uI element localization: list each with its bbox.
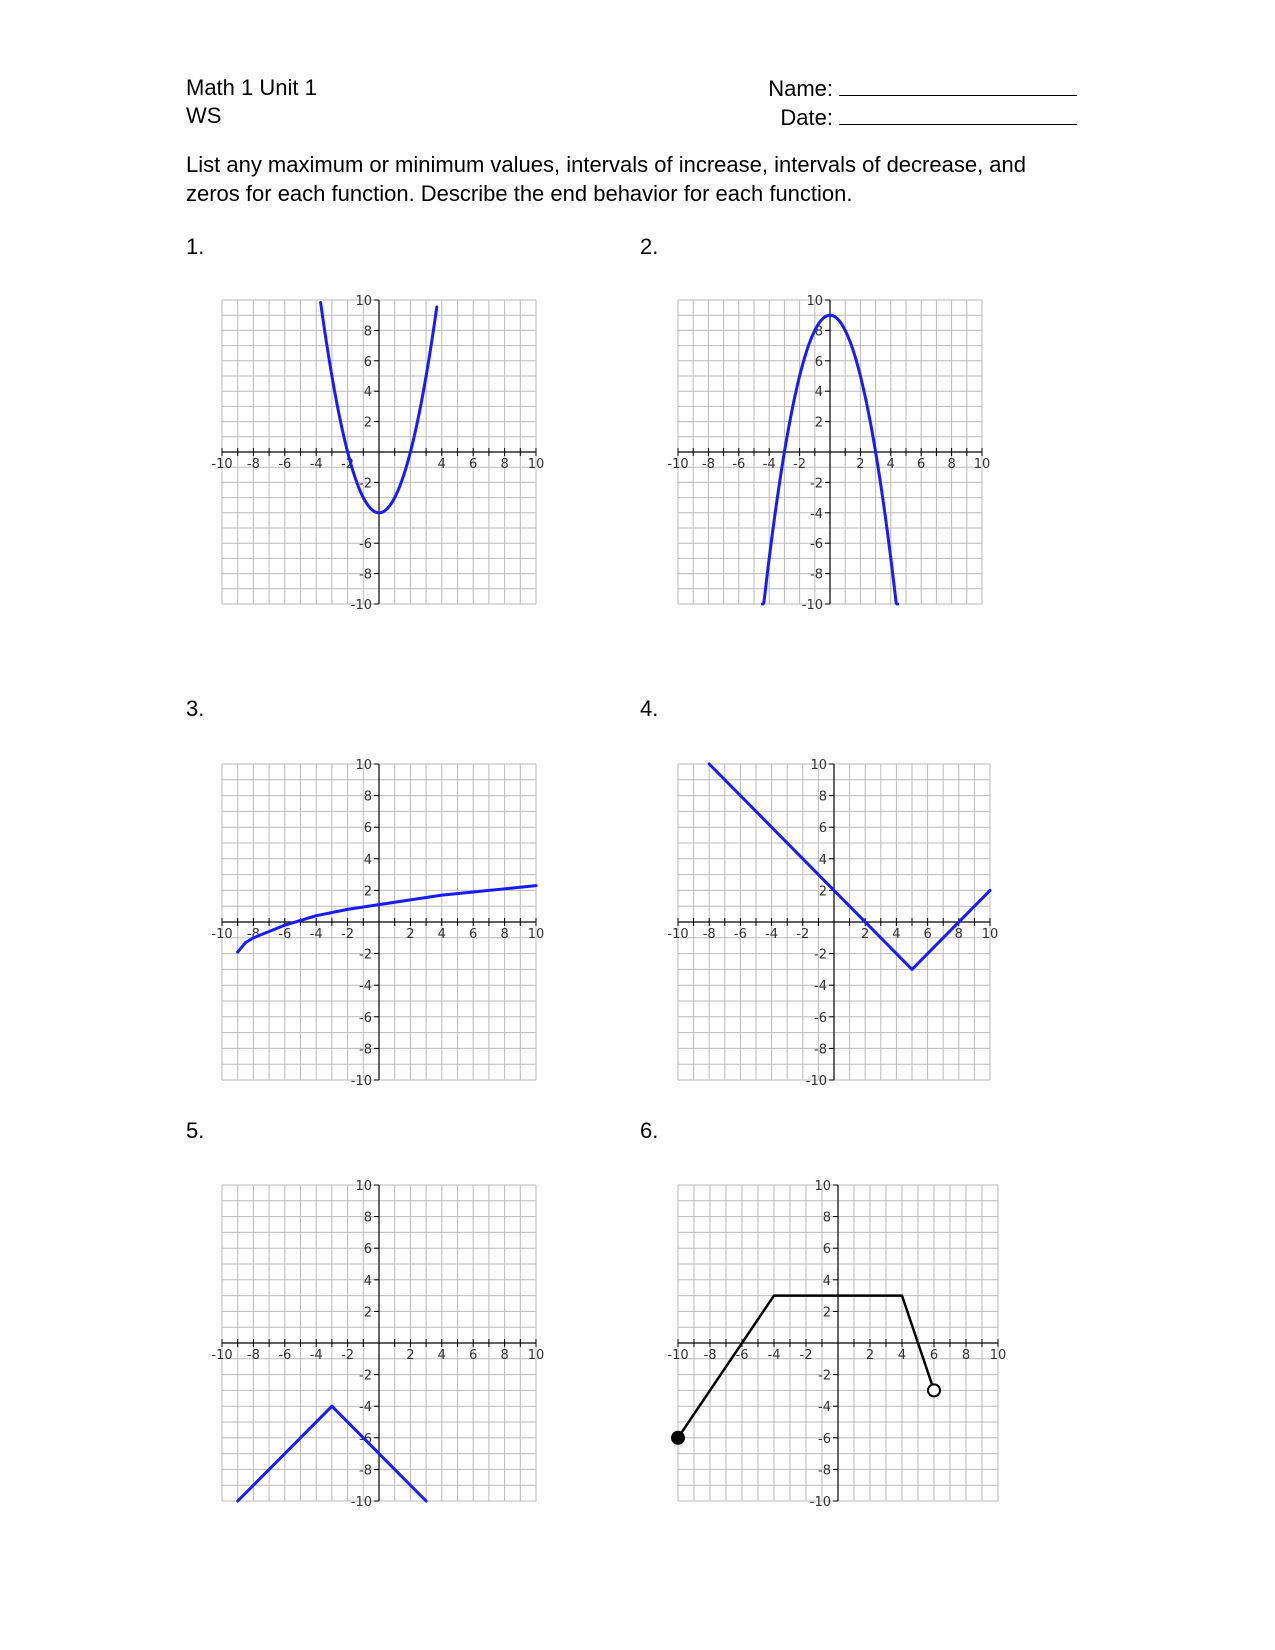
- x-tick-label: -8: [702, 927, 716, 942]
- graph-3: [211, 758, 545, 1089]
- y-tick-label: -6: [818, 1431, 831, 1447]
- y-tick-label: 6: [363, 821, 372, 837]
- y-tick-label: 6: [822, 1242, 831, 1258]
- graph-1: [211, 294, 545, 613]
- x-tick-label: 6: [917, 457, 926, 472]
- x-tick-label: -2: [799, 1348, 813, 1363]
- course-title: Math 1 Unit 1: [186, 75, 317, 100]
- x-tick-label: 4: [437, 457, 446, 472]
- x-tick-label: -6: [278, 927, 292, 942]
- y-tick-label: 6: [814, 354, 823, 370]
- x-tick-label: -2: [341, 927, 355, 942]
- x-tick-label: -6: [278, 457, 292, 472]
- y-tick-label: 6: [363, 1242, 372, 1258]
- y-tick-label: 8: [363, 789, 372, 805]
- y-tick-label: 2: [822, 1305, 831, 1321]
- problem-number-4: 4.: [640, 696, 659, 721]
- x-tick-label: 6: [923, 927, 932, 942]
- date-blank[interactable]: [839, 104, 1077, 125]
- x-tick-label: 2: [406, 927, 415, 942]
- graph-6: [667, 1179, 1007, 1510]
- name-date-block: [600, 74, 1077, 132]
- x-tick-label: -4: [767, 1348, 781, 1363]
- x-tick-label: 6: [929, 1348, 939, 1363]
- x-tick-label: -6: [732, 457, 746, 472]
- x-tick-label: -8: [703, 1348, 717, 1363]
- y-tick-label: 2: [363, 884, 372, 900]
- x-tick-label: 8: [500, 457, 509, 472]
- x-tick-label: 10: [527, 1348, 545, 1363]
- y-tick-label: -6: [359, 1431, 372, 1447]
- x-tick-label: -10: [211, 457, 233, 472]
- x-tick-label: 8: [500, 1348, 509, 1363]
- y-tick-label: 4: [822, 1273, 831, 1289]
- y-tick-label: -8: [814, 1042, 827, 1058]
- x-tick-label: -8: [701, 457, 715, 472]
- problem-number-3: 3.: [186, 696, 205, 721]
- y-tick-label: -2: [359, 947, 372, 963]
- x-tick-label: 4: [886, 457, 895, 472]
- y-tick-label: 8: [363, 324, 372, 340]
- y-tick-label: 4: [363, 1273, 372, 1289]
- x-tick-label: 6: [469, 1348, 478, 1363]
- y-tick-label: 8: [814, 324, 823, 340]
- y-tick-label: -8: [359, 1042, 372, 1058]
- problem-number-1: 1.: [186, 234, 205, 259]
- x-tick-label: 10: [981, 927, 999, 942]
- x-tick-label: -10: [667, 1348, 689, 1363]
- y-tick-label: 10: [355, 1179, 372, 1194]
- y-tick-label: 2: [818, 884, 827, 900]
- y-tick-label: -8: [818, 1463, 831, 1479]
- y-tick-label: -4: [818, 1400, 831, 1416]
- x-tick-label: 2: [865, 1348, 875, 1363]
- x-tick-label: 4: [892, 927, 901, 942]
- y-tick-label: -4: [359, 979, 372, 995]
- x-tick-label: 4: [437, 1348, 446, 1363]
- y-tick-label: -10: [801, 598, 823, 613]
- y-tick-label: 10: [355, 294, 372, 309]
- y-tick-label: -8: [359, 1463, 372, 1479]
- y-tick-label: -2: [359, 1368, 372, 1384]
- x-tick-label: 6: [469, 927, 478, 942]
- graph-2: [667, 294, 991, 613]
- y-tick-label: -6: [810, 537, 823, 553]
- y-tick-label: -8: [810, 567, 823, 583]
- x-tick-label: 8: [961, 1348, 971, 1363]
- x-tick-label: -4: [762, 457, 776, 472]
- problem-number-6: 6.: [640, 1118, 659, 1143]
- x-tick-label: -2: [796, 927, 810, 942]
- x-tick-label: 6: [469, 457, 478, 472]
- y-tick-label: -2: [810, 476, 823, 492]
- y-tick-label: -2: [814, 947, 827, 963]
- x-tick-label: -2: [341, 457, 355, 472]
- name-line: [600, 74, 1077, 103]
- y-tick-label: 2: [814, 415, 823, 431]
- date-label: Date:: [780, 105, 833, 130]
- y-tick-label: 10: [806, 294, 823, 309]
- x-tick-label: -2: [793, 457, 807, 472]
- y-tick-label: 8: [363, 1210, 372, 1226]
- y-tick-label: 4: [363, 852, 372, 868]
- y-tick-label: -10: [805, 1074, 827, 1089]
- x-tick-label: -6: [278, 1348, 292, 1363]
- x-tick-label: 10: [989, 1348, 1007, 1363]
- y-tick-label: 4: [363, 385, 372, 401]
- y-tick-label: -10: [350, 1495, 372, 1510]
- y-tick-label: 2: [363, 1305, 372, 1321]
- worksheet-label: WS: [186, 103, 222, 128]
- y-tick-label: -4: [814, 979, 827, 995]
- y-tick-label: 6: [363, 354, 372, 370]
- problem-number-2: 2.: [640, 234, 659, 259]
- y-tick-label: -10: [809, 1495, 831, 1510]
- y-tick-label: -2: [359, 476, 372, 492]
- x-tick-label: -8: [246, 1348, 260, 1363]
- y-tick-label: -10: [350, 1074, 372, 1089]
- x-tick-label: -8: [246, 457, 260, 472]
- y-tick-label: 10: [814, 1179, 831, 1194]
- x-tick-label: -10: [667, 457, 689, 472]
- x-tick-label: -10: [211, 1348, 233, 1363]
- x-tick-label: -4: [309, 457, 323, 472]
- x-tick-label: -10: [667, 927, 689, 942]
- y-tick-label: -6: [814, 1010, 827, 1026]
- name-blank[interactable]: [839, 75, 1077, 96]
- x-tick-label: 4: [437, 927, 446, 942]
- y-tick-label: -8: [359, 567, 372, 583]
- instructions: List any maximum or minimum values, intervals of increase, intervals of decrease, and zeros for each function. Describe the end behavior for each function.: [186, 152, 1027, 206]
- problem-number-5: 5.: [186, 1118, 205, 1143]
- x-tick-label: 2: [856, 457, 865, 472]
- closed-endpoint: [672, 1432, 684, 1444]
- x-tick-label: 2: [861, 927, 870, 942]
- x-tick-label: 10: [527, 927, 545, 942]
- x-tick-label: 8: [500, 927, 509, 942]
- y-tick-label: 10: [810, 758, 827, 773]
- x-tick-label: 10: [973, 457, 991, 472]
- name-label: Name:: [768, 76, 833, 101]
- x-tick-label: -4: [765, 927, 779, 942]
- x-tick-label: -2: [341, 1348, 355, 1363]
- x-tick-label: -6: [735, 1348, 749, 1363]
- y-tick-label: 4: [818, 852, 827, 868]
- y-tick-label: -4: [810, 506, 823, 522]
- x-tick-label: -4: [309, 927, 323, 942]
- open-endpoint: [928, 1384, 940, 1396]
- y-tick-label: 2: [363, 415, 372, 431]
- function-curve: [238, 886, 536, 952]
- x-tick-label: 8: [954, 927, 963, 942]
- graph-4: [667, 758, 999, 1089]
- x-tick-label: 4: [897, 1348, 907, 1363]
- y-tick-label: -6: [359, 1010, 372, 1026]
- y-tick-label: -6: [359, 537, 372, 553]
- y-tick-label: 8: [822, 1210, 831, 1226]
- x-tick-label: -10: [211, 927, 233, 942]
- y-tick-label: 6: [818, 821, 827, 837]
- y-tick-label: -10: [350, 598, 372, 613]
- y-tick-label: 4: [814, 385, 823, 401]
- x-tick-label: -6: [733, 927, 747, 942]
- y-tick-label: -4: [359, 1400, 372, 1416]
- x-tick-label: -4: [309, 1348, 323, 1363]
- x-tick-label: 2: [406, 1348, 415, 1363]
- x-tick-label: 8: [947, 457, 956, 472]
- x-tick-label: 10: [527, 457, 545, 472]
- y-tick-label: -2: [818, 1368, 831, 1384]
- y-tick-label: 8: [818, 789, 827, 805]
- date-line: [600, 103, 1077, 132]
- graph-5: [211, 1179, 545, 1510]
- x-tick-label: -8: [246, 927, 260, 942]
- y-tick-label: 10: [355, 758, 372, 773]
